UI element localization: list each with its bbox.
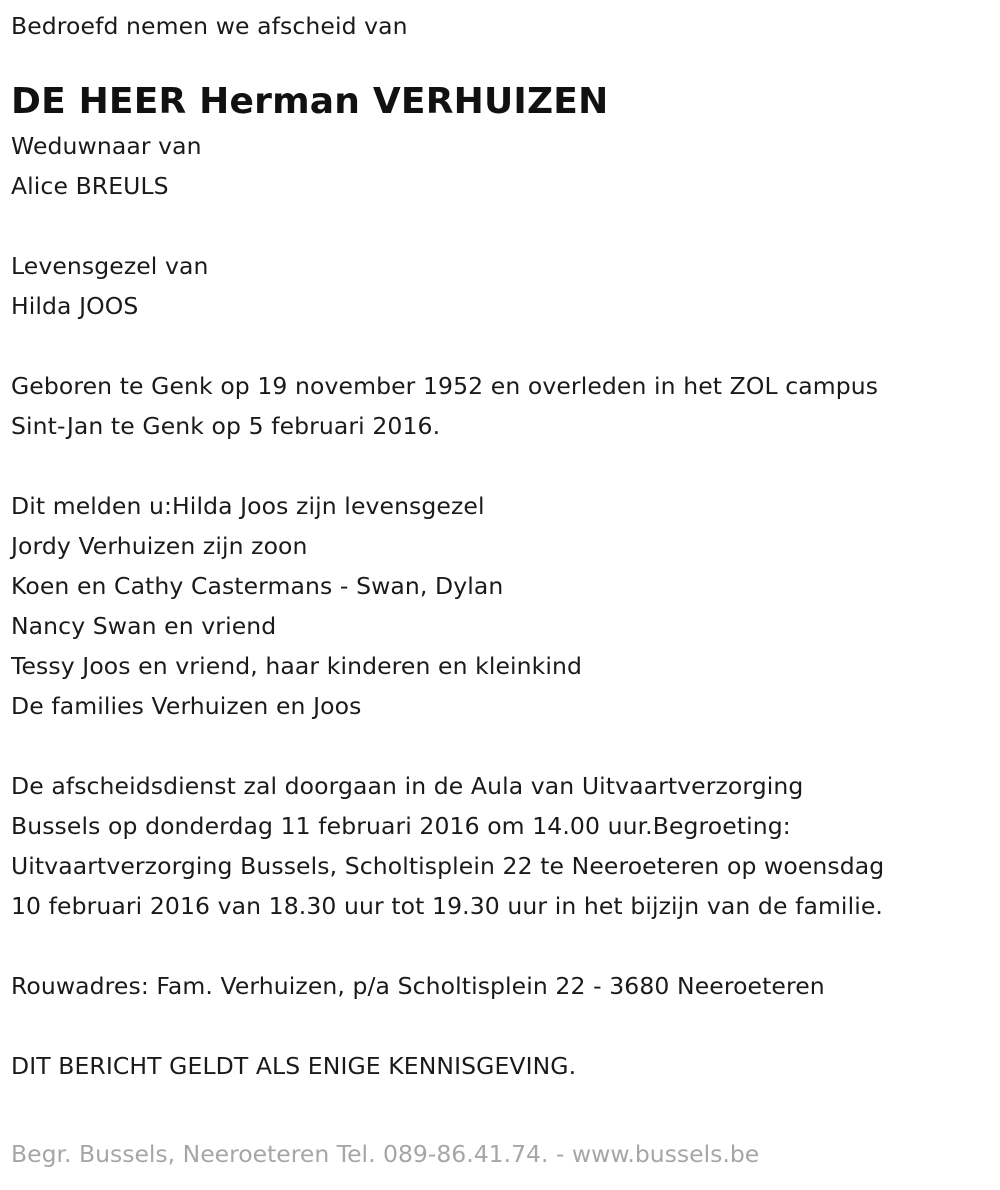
paragraph-line: Sint-Jan te Genk op 5 februari 2016.: [11, 412, 441, 440]
spacer: [11, 446, 996, 486]
funeral-home-footer: Begr. Bussels, Neeroeteren Tel. 089-86.41.74. - www.bussels.be: [11, 1140, 760, 1168]
partner-name: Hilda JOOS: [11, 292, 139, 320]
intro-text: Bedroefd nemen we afscheid van: [11, 12, 408, 40]
list-item: Tessy Joos en vriend, haar kinderen en kleinkind: [11, 652, 583, 680]
mourning-address: Rouwadres: Fam. Verhuizen, p/a Scholtisplein 22 - 3680 Neeroeteren: [11, 972, 825, 1000]
partner-relation: Levensgezel van: [11, 252, 209, 280]
announced-by-list: [11, 486, 996, 726]
spacer: [11, 926, 996, 966]
spacer: [11, 326, 996, 366]
paragraph-line: De afscheidsdienst zal doorgaan in de Aula van Uitvaartverzorging: [11, 772, 804, 800]
list-item: Nancy Swan en vriend: [11, 612, 277, 640]
list-item: De families Verhuizen en Joos: [11, 692, 362, 720]
paragraph-line: Uitvaartverzorging Bussels, Scholtisplein 22 te Neeroeteren op woensdag: [11, 852, 885, 880]
deceased-name: DE HEER Herman VERHUIZEN: [11, 81, 609, 122]
service-paragraph: [11, 766, 996, 926]
paragraph-line: Geboren te Genk op 19 november 1952 en overleden in het ZOL campus: [11, 372, 879, 400]
spouse-name: Alice BREULS: [11, 172, 169, 200]
closing-statement: DIT BERICHT GELDT ALS ENIGE KENNISGEVING.: [11, 1052, 577, 1080]
spacer: [11, 206, 996, 246]
list-item: Koen en Cathy Castermans - Swan, Dylan: [11, 572, 504, 600]
spacer: [11, 1006, 996, 1046]
list-item: Dit melden u:Hilda Joos zijn levensgezel: [11, 492, 485, 520]
paragraph-line: 10 februari 2016 van 18.30 uur tot 19.30 uur in het bijzijn van de familie.: [11, 892, 883, 920]
spacer: [11, 726, 996, 766]
list-item: Jordy Verhuizen zijn zoon: [11, 532, 308, 560]
death-notice: [11, 6, 996, 1086]
birth-death-paragraph: [11, 366, 996, 446]
paragraph-line: Bussels op donderdag 11 februari 2016 om 14.00 uur.Begroeting:: [11, 812, 791, 840]
spouse-relation: Weduwnaar van: [11, 132, 202, 160]
